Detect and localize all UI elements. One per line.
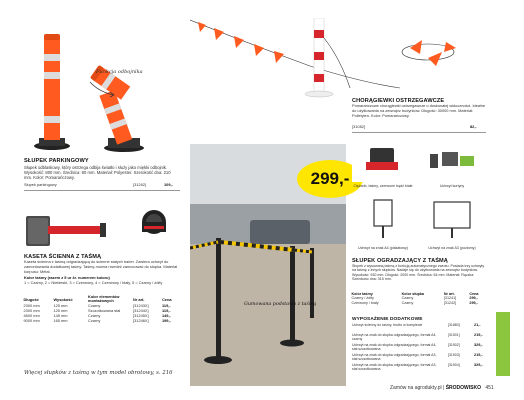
cell: Czarny bbox=[88, 313, 101, 318]
cell: 9000 mm bbox=[23, 318, 40, 323]
list-item bbox=[352, 353, 488, 363]
col-price: Cena bbox=[161, 296, 172, 302]
accessory-name: Uchwyt na znak do słupka odgradzającego, format A3, stal szczotkowana bbox=[352, 363, 437, 372]
col-price: Cena bbox=[469, 292, 479, 296]
cell: 145 mm bbox=[53, 313, 68, 318]
accessory-name: Uchwyt na znak do słupka odgradzającego, format A4, stal szczotkowana bbox=[352, 343, 437, 352]
cell: Czarny bbox=[401, 300, 414, 305]
cell: Czarny bbox=[88, 303, 101, 308]
warning-flags-description: Pomarańczowe chorągiewki ostrzegawcze o doskonałej widoczności. Idealne do użytkowania na zewnątrz budynków. Długość: 30000 mm. Materiał: Polietylen. Kolor: Pomarańczowy. bbox=[352, 103, 486, 118]
tape-post-annotation: Gumowana podstawa z taśmą bbox=[244, 302, 317, 307]
col-height: Wysokość bbox=[53, 296, 73, 302]
accessory-price: 219,- bbox=[474, 333, 483, 337]
cell: [31242] bbox=[443, 300, 457, 305]
accessory-curtain-holder-caption: Uchwyt kurtyny bbox=[439, 184, 465, 188]
accessory-code: [31880] bbox=[448, 323, 460, 327]
tape-post-table bbox=[350, 292, 488, 305]
wall-tape-footnote: Więcej słupków z taśmą w tym model obrotowy, s. 216 bbox=[24, 370, 173, 376]
accessory-weights-caption: Ciężarki, taśmy, czerwone bądź białe bbox=[353, 184, 413, 188]
col-art-no: Nr art. bbox=[133, 296, 145, 302]
warning-flags-item-code: [31082] bbox=[352, 124, 365, 129]
cell: 4600 mm bbox=[23, 313, 40, 318]
accessory-code: [31502] bbox=[448, 343, 460, 347]
accessory-a4-holder-photo bbox=[352, 196, 414, 244]
cell: Czarny bbox=[401, 296, 414, 301]
parking-post-description: Słupek odblaskowy, który ostrzega odbija światło i służy jako miękki odbojnik. Wysokość: 800 mm. Średnica: 80 mm. Materiał: Polyester. Szerokość dna: 210 mm. Kolor: Pomarańczowy. bbox=[24, 165, 171, 181]
col-tape-color: Kolor taśmy bbox=[351, 292, 373, 296]
list-item bbox=[352, 333, 488, 343]
accessories-list bbox=[352, 323, 488, 373]
col-post-color: Kolor słupka bbox=[401, 292, 424, 296]
cell: 125 mm bbox=[53, 303, 68, 308]
accessories-title: WYPOSAŻENIE DODATKOWE bbox=[352, 317, 423, 322]
list-item bbox=[352, 363, 488, 373]
warning-flags-item-price: 82,- bbox=[470, 124, 477, 129]
tape-post-description: Słupek z wysuwaną taśmą z funkcją automatycznego zwrotu. Posiada trzy uchwyty na taśmę z innych słupków. Nadaje się do użytkowania na zewnątrz budynków. Wysokość: 930 mm. Długość: 2000 mm. Średnica: 64 mm. Materiał: Rączka. Szerokość dna: 315 mm. bbox=[352, 264, 485, 282]
cell: 2300 mm bbox=[23, 303, 40, 308]
wall-tape-photo bbox=[24, 200, 180, 252]
section-color-bar bbox=[496, 312, 510, 376]
accessory-curtain-holder-photo bbox=[418, 144, 486, 182]
accessory-a4-holder-caption: Uchwyt na znak A4 (plakatowy) bbox=[358, 246, 408, 250]
accessory-a3-holder-photo bbox=[418, 196, 486, 244]
accessory-name: Uchwyt na znak do słupka odgradzającego, format A3, stal szczotkowana bbox=[352, 353, 437, 362]
parking-post-item-code: [31262] bbox=[133, 182, 146, 187]
cell: [31245X] bbox=[133, 313, 149, 318]
cell: Szczotkowana stal bbox=[88, 308, 121, 313]
parking-post-item-price: 109,- bbox=[164, 182, 173, 187]
cell-price: 149,- bbox=[161, 313, 171, 318]
footer-order-text[interactable]: Zamów na agrodukty.pl bbox=[390, 385, 442, 391]
accessory-price: 219,- bbox=[474, 353, 483, 357]
tape-post-title: SŁUPEK OGRADZAJĄCY Z TAŚMĄ bbox=[352, 258, 448, 264]
wall-tape-description: Kaseta ścienna z taśmą odgradzającą do ścienne stałych barier. Zawiera uchwyt do zamontowania dodatkowej taśmy. Taśmę można również zamocować do słupka. Materiał korpusu: Metal. bbox=[24, 259, 178, 274]
cell-price: 199,- bbox=[161, 318, 171, 323]
accessory-price: 21,- bbox=[474, 323, 481, 327]
list-item bbox=[352, 343, 488, 353]
col-art-no: Nr art. bbox=[443, 292, 455, 296]
cell: [31246X] bbox=[133, 318, 149, 323]
cell: [31241] bbox=[443, 296, 457, 301]
cell: [31243X] bbox=[133, 303, 149, 308]
cell: 2300 mm bbox=[23, 308, 40, 313]
parking-post-item-label: Słupek parkingowy bbox=[24, 182, 57, 187]
parking-post-photo bbox=[24, 20, 180, 158]
accessory-weights-photo bbox=[352, 144, 414, 182]
wall-tape-title: KASETA ŚCIENNA Z TAŚMĄ bbox=[24, 254, 102, 260]
cell: 165 mm bbox=[53, 318, 68, 323]
list-item bbox=[352, 323, 488, 333]
col-mount-color: Kolor elementów montażowych bbox=[88, 294, 120, 303]
cell: [31244X] bbox=[133, 308, 149, 313]
accessory-code: [31503] bbox=[448, 353, 460, 357]
col-length: Długość bbox=[23, 296, 39, 302]
warning-flags-rule bbox=[352, 132, 486, 133]
cell-price: 119,- bbox=[161, 303, 171, 308]
cell: Czerwony / biały bbox=[351, 300, 379, 305]
cell-price: 119,- bbox=[161, 308, 171, 313]
parking-post-title: SŁUPEK PARKINGOWY bbox=[24, 158, 89, 164]
warning-flags-photo bbox=[190, 18, 466, 98]
accessory-name: Uchwyt na znak do słupka odgradzającego, format A4, czarny bbox=[352, 333, 437, 342]
cell-price: 299,- bbox=[469, 300, 478, 305]
price-badge-text: 299,- bbox=[310, 169, 350, 188]
cell: Czarny / żółty bbox=[351, 296, 374, 301]
cell-price: 299,- bbox=[469, 296, 478, 301]
parking-post-annotation: Funkcja odbojnika bbox=[96, 69, 143, 75]
accessory-code: [31504] bbox=[448, 363, 460, 367]
cell: 125 mm bbox=[53, 308, 68, 313]
table-row bbox=[22, 318, 180, 323]
cell: Czarny bbox=[88, 318, 101, 323]
warning-flags-title: CHORĄGIEWKI OSTRZEGAWCZE bbox=[352, 98, 445, 104]
accessory-a3-holder-caption: Uchwyt na znak A3 (poziomy) bbox=[428, 246, 476, 250]
wall-tape-color-note: Kolor taśmy (razem z 5 ur 4r. numerem koloru) bbox=[24, 275, 110, 280]
footer-page-number: 451 bbox=[485, 385, 494, 391]
table-row bbox=[350, 301, 488, 305]
footer-brand: ŚRODOWISKO bbox=[445, 385, 481, 391]
wall-tape-table bbox=[22, 295, 180, 323]
table-header-row bbox=[22, 295, 180, 303]
accessory-price: 329,- bbox=[474, 363, 483, 367]
accessory-code: [31501] bbox=[448, 333, 460, 337]
parking-post-rule bbox=[24, 190, 180, 191]
footer bbox=[390, 385, 494, 391]
footer-separator: | bbox=[443, 385, 446, 391]
accessory-name: Uchwyt ścienny do taśmy, brutto w komplecie bbox=[352, 323, 423, 327]
wall-tape-color-list: 1 = Czarny, 2 = Niebieski, 3 = Czerwony, 4 = Czerwony / biały, 5 = Czarny / żółty bbox=[24, 280, 163, 285]
accessory-price: 329,- bbox=[474, 343, 483, 347]
